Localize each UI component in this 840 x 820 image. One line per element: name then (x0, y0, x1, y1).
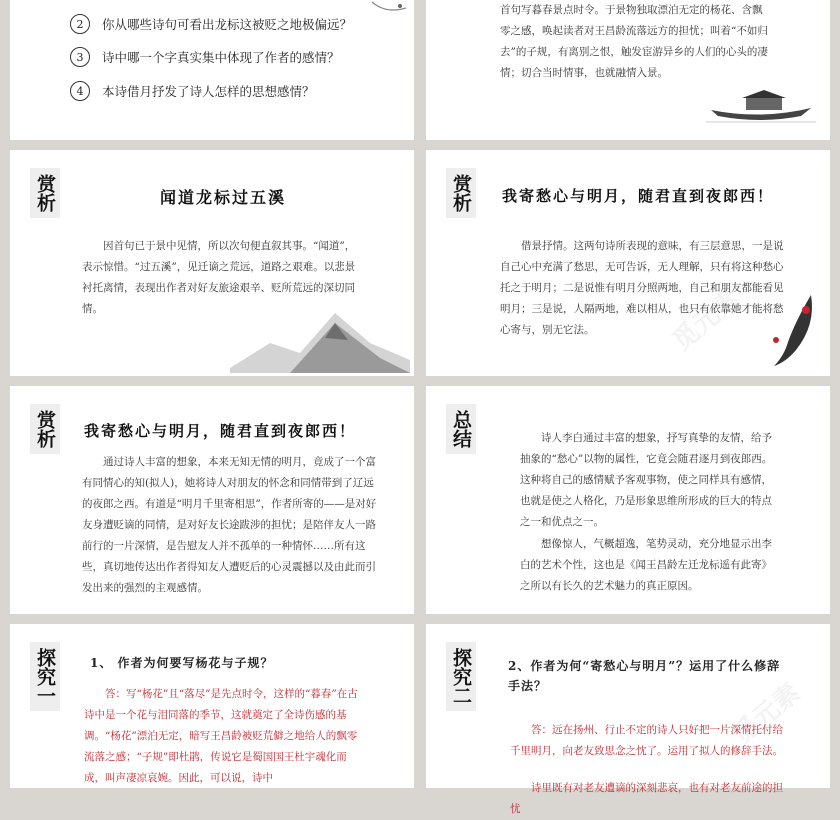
explore-answer: 答：远在扬州、行止不定的诗人只好把一片深情托付给千里明月，向老友致思念之忱了。运用了拟人的修辞手法。 (510, 724, 783, 757)
tag-text: 探究二 (450, 648, 472, 705)
koi-fish-decoration (766, 290, 821, 370)
explore-answer: 答：写“杨花”且“落尽”是先点时令，这样的“暮春”在古诗中是一个花与泪同落的季节，这就奠定了全诗伤感的基调。“杨花”漂泊无定，暗写王昌龄被贬荒僻之地给人的飘零流落之感；“子规”即杜鹃，传说它是蜀国国王杜宇魂化而成，叫声凄凉哀婉。因此，可以说，诗中 (84, 688, 358, 784)
explore-question: 2、作者为何“寄愁心与明月”？运用了什么修辞手法？ (508, 659, 781, 693)
slide-title: 我寄愁心与明月，随君直到夜郎西！ (84, 422, 357, 440)
slide-appreciation-2[interactable] (426, 150, 830, 376)
summary-paragraph: 诗人李白通过丰富的想象，抒写真挚的友情，给予抽象的“愁心”以物的属性，它竟会随君逐月到夜郎西。这种将自己的感情赋予客观事物，使之同样具有感情，也就是使之人格化，乃是形象思维所形成的巨大的特点之一和优点之一。 (520, 432, 773, 528)
section-tag (30, 404, 60, 454)
tag-text: 总结 (450, 410, 472, 448)
ink-mountain-decoration (230, 298, 410, 373)
number-circle: 4 (70, 81, 90, 101)
slide-explore-1[interactable] (10, 624, 414, 788)
question-text: 本诗借月抒发了诗人怎样的思想感情？ (102, 84, 315, 99)
section-tag (446, 642, 476, 711)
number-circle: 2 (70, 14, 90, 34)
slide-appreciation-3[interactable] (10, 386, 414, 614)
slide-paragraph: 通过诗人丰富的想象，本来无知无情的明月，竟成了一个富有同情心的知(拟人)，她将诗人对朋友的怀念和同情带到了辽远的夜郎之西。有道是“明月千里寄相思”，作者所寄的——是对好友身遭贬谪的同情，是对好友长途跋涉的担忧；是陪伴友人一路前行的一片深情，是告慰友人并不孤单的一种情怀……所有这些，真切地传达出作者得知友人遭贬后的心灵震撼以及由此而引发出来的强烈的主观感情。 (82, 456, 377, 594)
watermark-text: 觅元素 (667, 283, 747, 357)
explore-question: 1、 作者为何要写杨花与子规？ (90, 656, 274, 670)
slide-explore-2[interactable] (426, 624, 830, 815)
slide-analysis-intro[interactable] (426, 0, 830, 140)
ink-boat-decoration (706, 80, 816, 125)
slide-questions[interactable] (10, 0, 414, 140)
section-tag (30, 642, 60, 711)
slide-appreciation-1[interactable] (10, 150, 414, 376)
number-circle: 3 (70, 47, 90, 67)
slide-title: 我寄愁心与明月，随君直到夜郎西！ (502, 187, 775, 205)
summary-paragraph: 想像惊人，气概超逸，笔势灵动，充分地显示出李白的艺术个性，这也是《闻王昌龄左迁龙标遥有此寄》之所以有长久的艺术魅力的真正原因。 (520, 538, 772, 592)
analysis-line: 去”的子规，有离别之恨，触发宦游异乡的人们的心头的凄 (500, 46, 768, 58)
analysis-line: 零之感，唤起读者对王昌龄流落远方的担忧；叫着“不如归 (500, 25, 768, 37)
slide-paragraph: 因首句已于景中见情，所以次句便直叙其事。“闻道”，表示惊惜。“过五溪”，见迁谪之荒远，道路之艰难。以悲景衬托离情，表现出作者对好友旅途艰辛、贬所荒远的深切同情。 (82, 240, 356, 315)
section-tag (446, 168, 476, 218)
question-text: 诗中哪一个字真实集中体现了作者的感情？ (102, 50, 340, 65)
slide-title: 闻道龙标过五溪 (160, 188, 287, 207)
section-tag (446, 404, 476, 454)
watermark-text: 觅元素 (727, 677, 807, 751)
tag-text: 赏析 (34, 410, 56, 448)
tag-text: 赏析 (450, 174, 472, 212)
explore-answer: 诗里既有对老友遭谪的深刻悲哀，也有对老友前途的担忧 (510, 782, 783, 815)
slide-summary[interactable] (426, 386, 830, 614)
tag-text: 探究一 (34, 648, 56, 705)
question-text: 你从哪些诗句可看出龙标这被贬之地极偏远？ (102, 17, 353, 32)
question-item (70, 47, 340, 67)
tag-text: 赏析 (34, 174, 56, 212)
analysis-line: 首句写暮春景点时令。于景物独取漂泊无定的杨花、含飘 (500, 4, 763, 16)
slide-paragraph: 借景抒情。这两句诗所表现的意味，有三层意思，一是说自己心中充满了愁思，无可告诉，无人理解，只有将这种愁心托之于明月；二是说惟有明月分照两地，自己和朋友都能看见明月；三是说，人隔两地，难以相从，也只有依靠她才能将愁心寄与，别无它法。 (500, 240, 784, 336)
analysis-line: 情；切合当时情事，也就融情入景。 (500, 67, 668, 79)
ink-bird-decoration (370, 0, 410, 20)
section-tag (30, 168, 60, 218)
question-item (70, 81, 315, 101)
question-item (70, 14, 352, 34)
